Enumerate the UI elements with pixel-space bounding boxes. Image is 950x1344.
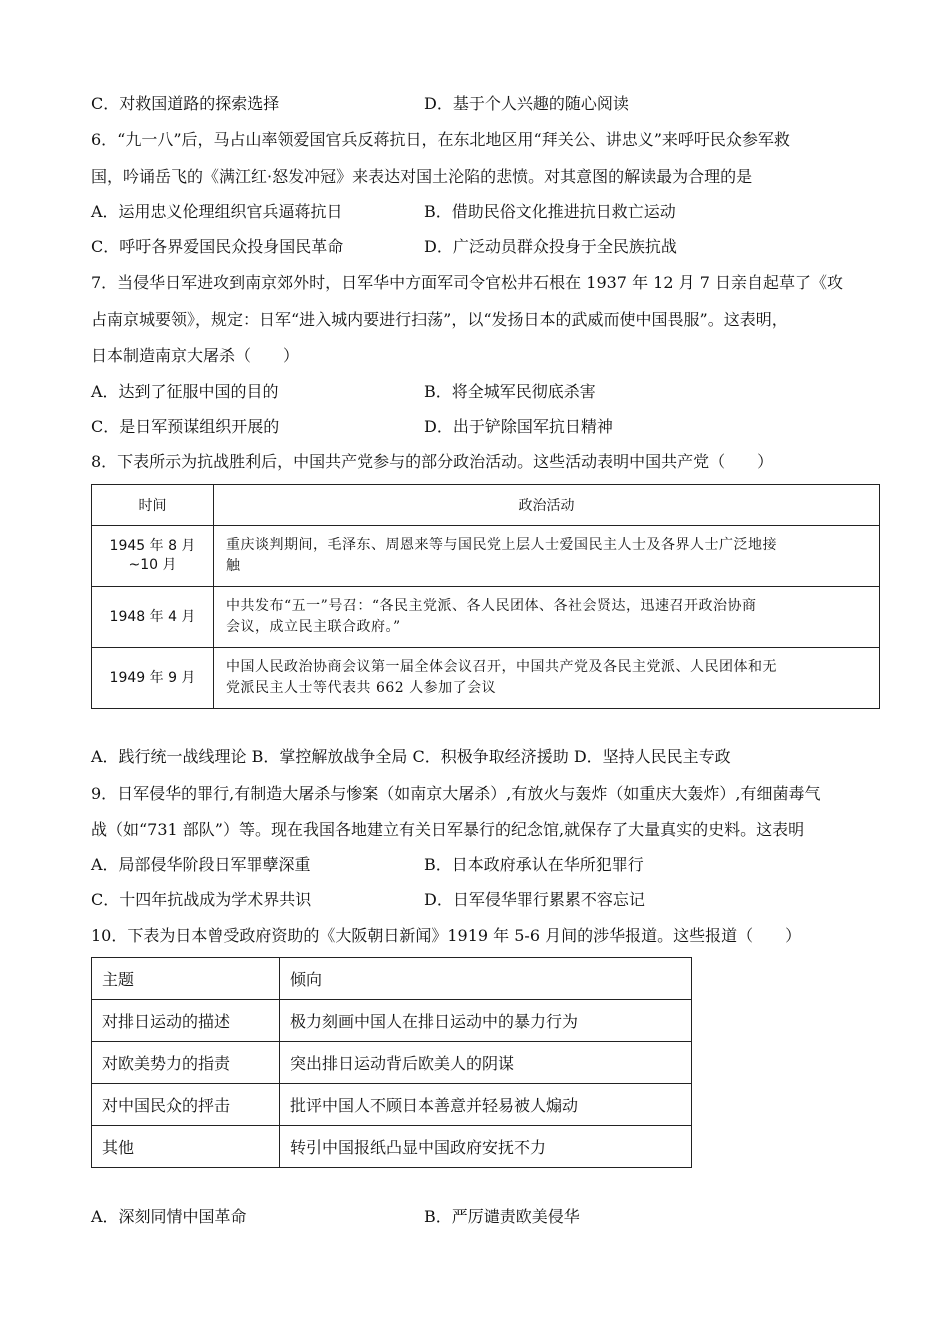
q8-time-cell [92, 648, 214, 709]
q6-stem-line2: 国，吟诵岳飞的《满江红·怒发冲冠》来表达对国土沦陷的悲愤。对其意图的解读最为合理的是 [91, 167, 753, 186]
table-row [92, 587, 880, 648]
q7-option-a: A．达到了征服中国的目的 [91, 382, 279, 401]
q6-stem-line1: 6．“九一八”后，马占山率领爱国官兵反蒋抗日，在东北地区用“拜关公、讲忠义”来呼吁民众参军救 [91, 130, 790, 149]
q7-option-d: D．出于铲除国军抗日精神 [424, 417, 613, 436]
table-row [92, 648, 880, 709]
q8-time-line1: 1945 年 8 月 [109, 538, 196, 554]
q10-topic-cell: 对中国民众的抨击 [92, 1084, 280, 1126]
q8-time-line1: 1948 年 4 月 [109, 608, 196, 625]
table-row [92, 526, 880, 587]
q10-option-a: A．深刻同情中国革命 [91, 1207, 247, 1226]
q8-time-cell [92, 526, 214, 587]
q7-stem-line3: 日本制造南京大屠杀（ ） [91, 346, 300, 365]
table-row [92, 1000, 692, 1042]
q9-stem-line2: 战（如“731 部队”）等。现在我国各地建立有关日军暴行的纪念馆,就保存了大量真实的史料。这表明 [91, 820, 805, 839]
table-row [92, 958, 692, 1000]
q10-topic-cell: 对排日运动的描述 [92, 1000, 280, 1042]
table-row [92, 1042, 692, 1084]
q8-options: A．践行统一战线理论 B．掌控解放战争全局 C．积极争取经济援助 D．坚持人民民主专政 [91, 747, 731, 766]
q8-activity-cell [214, 587, 880, 648]
q9-option-d: D．日军侵华罪行累累不容忘记 [424, 890, 645, 909]
q10-topic-cell: 对欧美势力的指责 [92, 1042, 280, 1084]
q8-table [91, 484, 880, 709]
q8-activity-line1: 中国人民政治协商会议第一届全体会议召开，中国共产党及各民主党派、人民团体和无 [226, 659, 777, 675]
q10-tendency-cell: 转引中国报纸凸显中国政府安抚不力 [280, 1126, 692, 1168]
q8-header-activity: 政治活动 [214, 485, 880, 526]
q5-option-d: D．基于个人兴趣的随心阅读 [424, 94, 629, 113]
q7-stem-line1: 7．当侵华日军进攻到南京郊外时，日军华中方面军司令官松井石根在 1937 年 12 月 7 日亲自起草了《攻 [91, 273, 843, 292]
q8-activity-cell [214, 526, 880, 587]
q7-stem-line2: 占南京城要领》，规定：日军“进入城内要进行扫荡”，以“发扬日本的武威而使中国畏服”。这表明， [91, 310, 788, 329]
q5-option-c: C．对救国道路的探索选择 [91, 94, 280, 113]
q8-activity-cell [214, 648, 880, 709]
q9-option-a: A．局部侵华阶段日军罪孽深重 [91, 855, 311, 874]
q10-table [91, 957, 692, 1168]
q6-option-d: D．广泛动员群众投身于全民族抗战 [424, 237, 677, 256]
q10-tendency-cell: 突出排日运动背后欧美人的阴谋 [280, 1042, 692, 1084]
q8-activity-line1: 中共发布“五一”号召：“各民主党派、各人民团体、各社会贤达，迅速召开政治协商 [226, 598, 757, 614]
q6-option-a: A．运用忠义伦理组织官兵逼蒋抗日 [91, 202, 343, 221]
table-row [92, 1084, 692, 1126]
q8-activity-line1: 重庆谈判期间，毛泽东、周恩来等与国民党上层人士爱国民主人士及各界人士广泛地接 [226, 537, 777, 553]
q10-header-topic: 主题 [92, 958, 280, 1000]
q10-topic-cell: 其他 [92, 1126, 280, 1168]
q9-stem-line1: 9．日军侵华的罪行,有制造大屠杀与惨案（如南京大屠杀）,有放火与轰炸（如重庆大轰炸）,有细菌毒气 [91, 784, 821, 803]
q8-time-line2: ~10 月 [128, 557, 177, 573]
q6-option-c: C．呼吁各界爱国民众投身国民革命 [91, 237, 344, 256]
q10-header-tendency: 倾向 [280, 958, 692, 1000]
table-row [92, 1126, 692, 1168]
q9-option-c: C．十四年抗战成为学术界共识 [91, 890, 312, 909]
q10-option-b: B．严厉谴责欧美侵华 [424, 1207, 580, 1226]
q10-stem: 10．下表为日本曾受政府资助的《大阪朝日新闻》1919 年 5-6 月间的涉华报道。这些报道（ ） [91, 926, 802, 945]
q8-activity-line2: 触 [226, 558, 241, 574]
q9-option-b: B．日本政府承认在华所犯罪行 [424, 855, 644, 874]
q8-activity-line2: 会议，成立民主联合政府。” [226, 619, 401, 635]
q10-tendency-cell: 批评中国人不顾日本善意并轻易被人煽动 [280, 1084, 692, 1126]
q8-time-line1: 1949 年 9 月 [109, 669, 196, 686]
q8-stem: 8．下表所示为抗战胜利后，中国共产党参与的部分政治活动。这些活动表明中国共产党（ ） [91, 452, 774, 471]
q7-option-b: B．将全城军民彻底杀害 [424, 382, 596, 401]
q8-header-time: 时间 [92, 485, 214, 526]
q8-activity-line2: 党派民主人士等代表共 662 人参加了会议 [226, 680, 497, 696]
q7-option-c: C．是日军预谋组织开展的 [91, 417, 280, 436]
q8-time-cell [92, 587, 214, 648]
q6-option-b: B．借助民俗文化推进抗日救亡运动 [424, 202, 676, 221]
q10-tendency-cell: 极力刻画中国人在排日运动中的暴力行为 [280, 1000, 692, 1042]
